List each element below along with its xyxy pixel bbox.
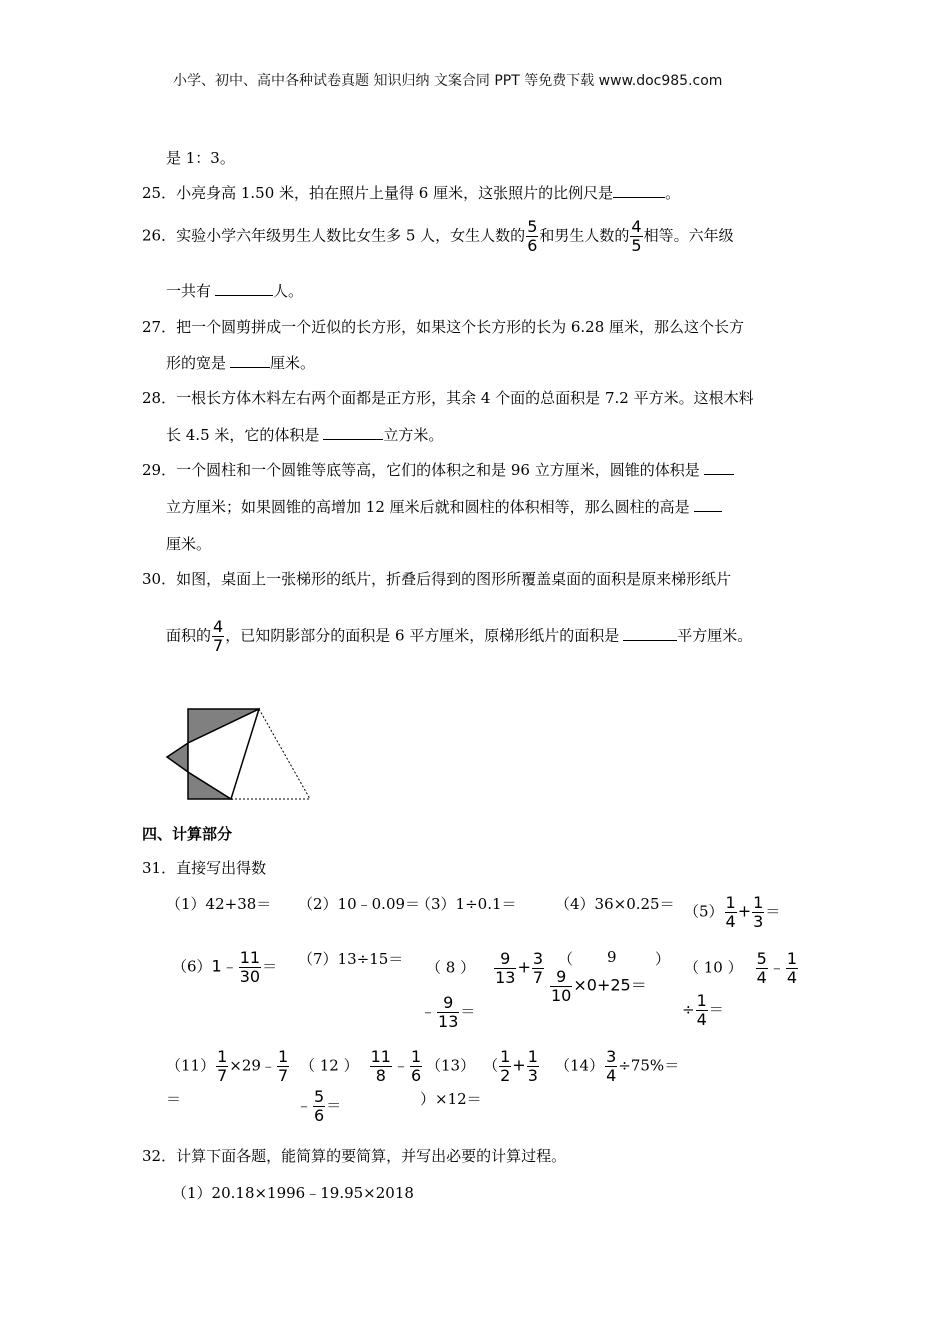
question-25 — [142, 182, 680, 203]
q31-item-10 — [684, 950, 799, 987]
numerator: 4 — [631, 217, 642, 236]
equals: ＝ — [708, 1000, 724, 1019]
denominator: 4 — [786, 968, 798, 987]
q31-item-2: （2）10﹣0.09＝ — [298, 895, 421, 913]
fraction — [756, 950, 768, 987]
item-label: （ 8 ） — [426, 958, 476, 977]
q27-line2-end: 厘米。 — [270, 354, 316, 372]
q25-answer-blank — [613, 183, 665, 198]
q30-answer-blank — [623, 626, 677, 641]
whole-part: 1﹣ — [211, 956, 238, 976]
numerator: 3 — [606, 1047, 617, 1066]
equals: ＝ — [765, 902, 781, 921]
q31-item-9 — [549, 968, 647, 1005]
q31-item-12 — [300, 1048, 423, 1085]
item-label: （14） — [555, 1056, 605, 1075]
denominator: 7 — [532, 968, 544, 987]
q31-item-9-label-close: ） — [655, 950, 671, 968]
q26-part3: 相等。六年级 — [643, 226, 734, 245]
denominator: 4 — [756, 968, 767, 987]
numerator: 9 — [494, 950, 516, 969]
numerator: 11 — [239, 948, 261, 967]
q29-number: 29． — [142, 461, 177, 479]
numerator: 9 — [550, 968, 572, 987]
denominator: 4 — [606, 1066, 617, 1085]
q29-line1: 一个圆柱和一个圆锥等底等高，它们的体积之和是 96 立方厘米，圆锥的体积是 — [176, 461, 700, 479]
item-label: （11） — [166, 1056, 216, 1075]
q28-line2 — [166, 424, 443, 445]
q28-line2-text: 长 4.5 米，它的体积是 — [166, 426, 320, 444]
expression-rest: ÷75%＝ — [618, 1056, 680, 1075]
question-30 — [142, 568, 731, 589]
numerator: 11 — [370, 1047, 391, 1066]
q27-answer-blank — [230, 353, 270, 368]
fraction — [437, 994, 459, 1031]
numerator: 4 — [213, 617, 224, 636]
numerator: 1 — [696, 991, 707, 1010]
q26-part2: 和男生人数的 — [539, 226, 630, 245]
q32-title: 计算下面各题，能简算的要简算，并写出必要的计算过程。 — [176, 1147, 567, 1165]
q31-number: 31． — [142, 859, 177, 877]
q29-answer-blank-1 — [704, 460, 734, 475]
q31-title: 直接写出得数 — [176, 859, 267, 877]
denominator: 6 — [314, 1106, 325, 1125]
denominator: 3 — [753, 912, 764, 931]
denominator: 7 — [213, 636, 224, 655]
expression-rest: ×0+25＝ — [573, 975, 647, 995]
q31-item-3: （3）1÷0.1＝ — [416, 895, 517, 913]
folded-trapezoid-figure — [160, 700, 320, 810]
fraction — [410, 1048, 422, 1085]
shaded-left-triangle — [167, 743, 188, 772]
numerator: 5 — [756, 949, 767, 968]
equals: ＝ — [460, 1002, 476, 1021]
fraction — [550, 968, 572, 1005]
q31-item-11 — [166, 1048, 290, 1085]
numerator: 3 — [532, 949, 544, 968]
numerator: 5 — [527, 217, 538, 236]
fraction — [239, 949, 261, 986]
q30-line2 — [166, 618, 752, 655]
fraction — [752, 894, 764, 931]
denominator: 8 — [375, 1066, 386, 1085]
denominator: 13 — [495, 968, 516, 987]
q28-answer-blank — [323, 425, 383, 440]
q28-line1: 一根长方体木料左右两个面都是正方形，其余 4 个面的总面积是 7.2 平方米。这根木料 — [176, 389, 754, 407]
q31-item-1: （1）42+38＝ — [166, 895, 272, 913]
q26-line2-end: 人。 — [273, 282, 304, 300]
question-32 — [142, 1145, 566, 1166]
q30-line2-mid: ，已知阴影部分的面积是 6 平方厘米，原梯形纸片的面积是 — [225, 626, 620, 645]
q31-item-9-label-num: 9 — [607, 948, 617, 966]
numerator: 9 — [437, 994, 459, 1013]
operator: + — [512, 1055, 526, 1075]
item-label: （ 10 ） — [684, 958, 743, 977]
denominator: 2 — [500, 1066, 511, 1085]
q27-line2 — [166, 352, 315, 373]
denominator: 3 — [527, 1066, 538, 1085]
denominator: 4 — [696, 1010, 707, 1029]
question-26 — [142, 218, 734, 255]
denominator: 7 — [217, 1066, 228, 1085]
section-title: 四、计算部分 — [142, 825, 233, 843]
denominator: 30 — [239, 967, 261, 986]
denominator: 6 — [411, 1066, 422, 1085]
q31-item-13-cont: ）×12＝ — [420, 1090, 482, 1108]
q30-line2-text: 面积的 — [166, 626, 212, 645]
question-27 — [142, 316, 744, 337]
q26-part1: 实验小学六年级男生人数比女生多 5 人，女生人数的 — [176, 226, 526, 245]
item-label: （5） — [684, 902, 724, 921]
q31-item-11-cont: ＝ — [166, 1090, 182, 1108]
q32-item-1: （1）20.18×1996﹣19.95×2018 — [172, 1184, 414, 1202]
numerator: 1 — [277, 1047, 289, 1066]
operator: + — [737, 901, 752, 921]
q29-answer-blank-2 — [694, 497, 722, 512]
q27-line2-text: 形的宽是 — [166, 354, 227, 372]
q30-fraction — [212, 618, 224, 655]
numerator: 1 — [217, 1047, 228, 1066]
q30-number: 30． — [142, 570, 177, 588]
q28-number: 28． — [142, 389, 177, 407]
fraction — [370, 1048, 392, 1085]
q27-number: 27． — [142, 318, 177, 336]
numerator: 1 — [500, 1047, 511, 1066]
q25-end: 。 — [665, 184, 681, 202]
denominator: 13 — [438, 1012, 459, 1031]
q29-line2-text: 立方厘米；如果圆锥的高增加 12 厘米后就和圆柱的体积相等，那么圆柱的高是 — [166, 498, 690, 516]
q30-line2-end: 平方厘米。 — [677, 626, 753, 645]
q26-line2 — [166, 280, 303, 301]
item-label: （6） — [172, 957, 212, 976]
fraction — [696, 992, 708, 1029]
fraction — [494, 950, 516, 987]
q29-line3: 厘米。 — [166, 535, 212, 553]
q31-item-8 — [426, 950, 545, 987]
fraction — [786, 950, 798, 987]
numerator: 5 — [314, 1087, 325, 1106]
numerator: 1 — [753, 893, 764, 912]
numerator: 1 — [786, 949, 798, 968]
equals: ＝ — [262, 957, 278, 976]
operator: ﹣ — [420, 1001, 437, 1021]
expression-mid: ×29﹣ — [229, 1056, 276, 1075]
denominator: 6 — [527, 236, 538, 255]
question-28 — [142, 387, 754, 408]
q26-fraction-2 — [630, 218, 642, 255]
numerator: 1 — [527, 1047, 538, 1066]
q31-item-9-label-open: （ — [558, 950, 574, 968]
item-label: （ 12 ） — [300, 1056, 359, 1075]
operator: ﹣ — [296, 1095, 313, 1115]
denominator: 10 — [551, 986, 572, 1005]
fraction — [605, 1048, 617, 1085]
q31-item-4: （4）36×0.25＝ — [555, 895, 675, 913]
fraction — [532, 950, 544, 987]
q31-item-10-cont — [682, 992, 724, 1029]
q26-fraction-1 — [526, 218, 538, 255]
q26-line2-text: 一共有 — [166, 282, 212, 300]
dotted-right-edge — [259, 709, 310, 799]
denominator: 5 — [631, 236, 642, 255]
q26-number: 26． — [142, 226, 177, 245]
numerator: 1 — [411, 1047, 422, 1066]
question-29 — [142, 459, 734, 480]
q29-line2 — [166, 496, 722, 517]
operator: + — [517, 957, 531, 977]
q31-item-5 — [684, 894, 780, 931]
item-label: （13） — [426, 1056, 476, 1075]
fraction — [277, 1048, 289, 1085]
q25-text: 小亮身高 1.50 米，拍在照片上量得 6 厘米，这张照片的比例尺是 — [176, 184, 614, 202]
equals: ＝ — [326, 1096, 342, 1115]
q26-answer-blank — [215, 281, 273, 296]
open-paren: （ — [483, 1056, 499, 1075]
q32-number: 32． — [142, 1147, 177, 1165]
q28-line2-end: 立方米。 — [383, 426, 444, 444]
q24-tail: 是 1：3。 — [166, 149, 235, 167]
q31-item-7: （7）13÷15＝ — [298, 950, 404, 968]
q31-item-6 — [172, 949, 277, 986]
q25-number: 25． — [142, 184, 177, 202]
q30-line1: 如图，桌面上一张梯形的纸片，折叠后得到的图形所覆盖桌面的面积是原来梯形纸片 — [176, 570, 732, 588]
fraction — [499, 1048, 511, 1085]
page-header: 小学、初中、高中各种试卷真题 知识归纳 文案合同 PPT 等免费下载 www.doc985.com — [173, 73, 723, 89]
denominator: 7 — [277, 1066, 289, 1085]
q31-item-8-cont — [420, 994, 475, 1031]
q31-item-14 — [555, 1048, 679, 1085]
operator: ﹣ — [392, 1055, 409, 1075]
numerator: 1 — [725, 893, 736, 912]
operator: ﹣ — [768, 957, 785, 977]
q27-line1: 把一个圆剪拼成一个近似的长方形，如果这个长方形的长为 6.28 厘米，那么这个长方 — [176, 318, 745, 336]
q31-item-13 — [426, 1048, 540, 1085]
fraction — [725, 894, 737, 931]
fraction — [313, 1088, 325, 1125]
fraction — [216, 1048, 228, 1085]
q31-item-12-cont — [296, 1088, 341, 1125]
denominator: 4 — [725, 912, 736, 931]
operator: ÷ — [682, 1000, 695, 1019]
question-31 — [142, 857, 266, 878]
fraction — [527, 1048, 539, 1085]
